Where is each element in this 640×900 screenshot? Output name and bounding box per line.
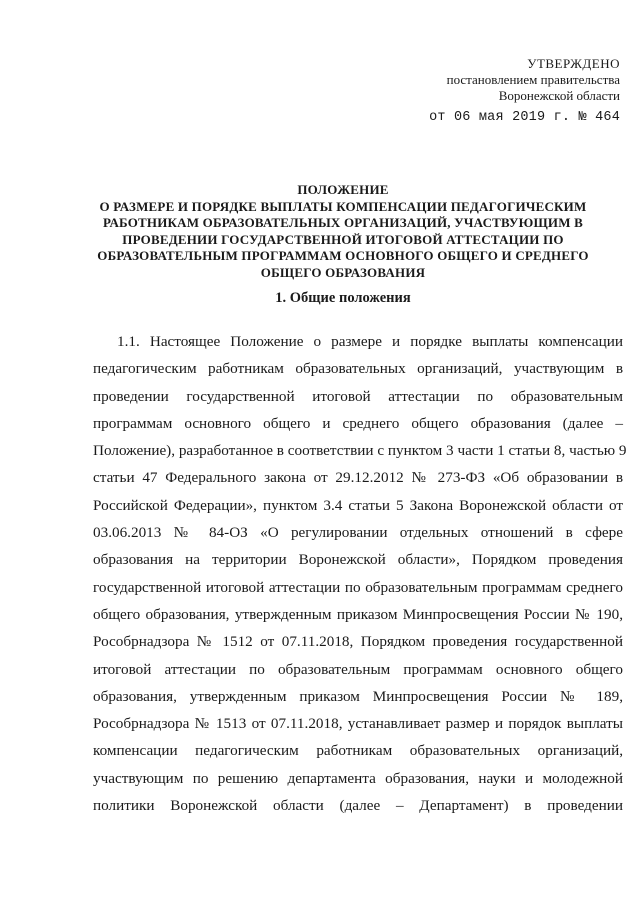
paragraph-line: педагогическим работникам образовательных организаций, участвующим в: [93, 360, 623, 378]
body-paragraph: [93, 328, 627, 819]
paragraph-line: Рособрнадзора № 1512 от 07.11.2018, Порядком проведения государственной: [93, 633, 623, 651]
paragraph-line: Рособрнадзора № 1513 от 07.11.2018, устанавливает размер и порядок выплаты: [93, 715, 623, 733]
approval-line-1: постановлением правительства: [446, 72, 620, 87]
decree-number: от 06 мая 2019 г. № 464: [429, 110, 620, 125]
paragraph-line: государственной итоговой аттестации по образовательным программам среднего: [93, 578, 623, 596]
paragraph-line: политики Воронежской области (далее – Департамент) в проведении: [93, 797, 623, 815]
paragraph-line: статьи 47 Федерального закона от 29.12.2012 № 273-ФЗ «Об образовании в: [93, 469, 623, 487]
paragraph-line: компенсации педагогическим работникам образовательных организаций,: [93, 742, 623, 760]
paragraph-line: 1.1. Настоящее Положение о размере и порядке выплаты компенсации: [117, 333, 623, 350]
document-title-line: ОБЩЕГО ОБРАЗОВАНИЯ: [260, 264, 426, 280]
approval-stamp: [429, 56, 620, 126]
document-title-line: О РАЗМЕРЕ И ПОРЯДКЕ ВЫПЛАТЫ КОМПЕНСАЦИИ ПЕДАГОГИЧЕСКИМ: [99, 198, 587, 214]
paragraph-line: участвующим по решению департамента образования, науки и молодежной: [93, 769, 623, 787]
paragraph-line: итоговой аттестации по образовательным программам основного общего: [93, 660, 623, 678]
paragraph-line: программам основного общего и среднего общего образования (далее –: [93, 414, 623, 432]
paragraph-line: Российской Федерации», пунктом 3.4 статьи 5 Закона Воронежской области от: [93, 496, 623, 514]
document-title-line: ПОЛОЖЕНИЕ: [297, 182, 389, 197]
paragraph-line: 03.06.2013 № 84-ОЗ «О регулировании отдельных отношений в сфере: [93, 524, 623, 542]
document-title: [78, 182, 608, 281]
document-title-line: ПРОВЕДЕНИИ ГОСУДАРСТВЕННОЙ ИТОГОВОЙ АТТЕСТАЦИИ ПО: [122, 231, 564, 247]
paragraph-line: общего образования, утвержденным приказом Минпросвещения России № 190,: [93, 605, 623, 623]
approval-title: УТВЕРЖДЕНО: [527, 56, 620, 71]
paragraph-line: Положение), разработанное в соответствии с пунктом 3 части 1 статьи 8, частью 9: [93, 442, 627, 460]
section-heading: 1. Общие положения: [275, 290, 411, 306]
paragraph-line: проведении государственной итоговой аттестации по образовательным: [93, 387, 623, 405]
paragraph-line: образования на территории Воронежской области», Порядком проведения: [93, 551, 623, 569]
approval-line-2: Воронежской области: [498, 88, 620, 103]
paragraph-line: образования, утвержденным приказом Минпросвещения России № 189,: [93, 687, 623, 705]
document-title-line: РАБОТНИКАМ ОБРАЗОВАТЕЛЬНЫХ ОРГАНИЗАЦИЙ, УЧАСТВУЮЩИМ В: [102, 215, 584, 230]
document-title-line: ОБРАЗОВАТЕЛЬНЫМ ПРОГРАММАМ ОСНОВНОГО ОБЩЕГО И СРЕДНЕГО: [97, 248, 589, 263]
